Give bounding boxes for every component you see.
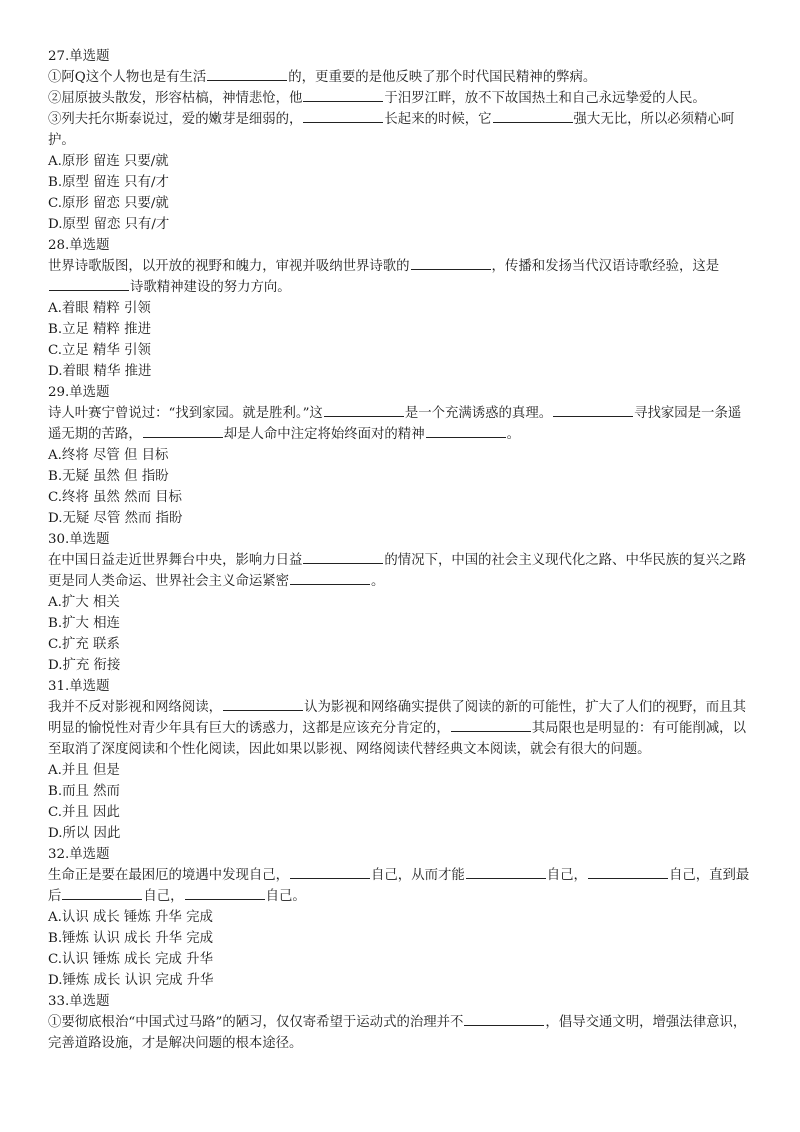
answer-option[interactable]: D.着眼 精华 推进 — [48, 364, 152, 379]
question-stem-line — [48, 697, 754, 760]
stem-text: 是一个充满诱惑的真理。 — [404, 406, 553, 421]
fill-in-blank[interactable] — [411, 268, 491, 270]
fill-in-blank[interactable] — [553, 415, 633, 417]
question-block — [48, 991, 754, 1054]
fill-in-blank[interactable] — [303, 121, 383, 123]
question-stem-line — [48, 67, 754, 88]
answer-option[interactable]: A.并且 但是 — [48, 763, 120, 778]
question-header: 27.单选题 — [48, 49, 110, 64]
answer-option[interactable]: C.扩充 联系 — [48, 637, 120, 652]
stem-text: 其局限也是明显的：有可能削减，以至取消了深度阅读和个性化阅读，因此如果以影视、网络阅读代替经典文本阅读，就会有很大的问题。 — [48, 721, 746, 757]
fill-in-blank[interactable] — [303, 100, 383, 102]
answer-option[interactable]: C.认识 锤炼 成长 完成 升华 — [48, 952, 213, 967]
question-header: 30.单选题 — [48, 532, 110, 547]
stem-text: 诗歌精神建设的努力方向。 — [130, 280, 291, 295]
question-stem-line — [48, 403, 754, 445]
fill-in-blank[interactable] — [588, 877, 668, 879]
fill-in-blank[interactable] — [464, 1024, 544, 1026]
question-block — [48, 676, 754, 844]
fill-in-blank[interactable] — [493, 121, 573, 123]
stem-text: ①阿Q这个人物也是有生活 — [48, 70, 207, 85]
answer-option[interactable]: B.无疑 虽然 但 指盼 — [48, 469, 169, 484]
stem-text: 于汨罗江畔，放不下故国热土和自己永远挚爱的人民。 — [384, 91, 706, 106]
stem-text: 自己， — [546, 868, 587, 883]
stem-text: 认为影视和网络确实提供了阅读的新的可能性，扩大了人们的视野，而且其明显的愉悦性对青少年具有巨大的诱惑力，这都是应该充分肯定的， — [48, 700, 746, 736]
stem-text: 的情况下，中国的社会主义现代化之路、中华民族的复兴之路更是同人类命运、世界社会主义命运紧密 — [48, 553, 746, 589]
fill-in-blank[interactable] — [185, 898, 265, 900]
answer-option[interactable]: B.立足 精粹 推进 — [48, 322, 151, 337]
stem-text: 世界诗歌版图，以开放的视野和魄力，审视并吸纳世界诗歌的 — [48, 259, 410, 274]
fill-in-blank[interactable] — [49, 289, 129, 291]
fill-in-blank[interactable] — [223, 709, 303, 711]
fill-in-blank[interactable] — [303, 562, 383, 564]
question-block — [48, 529, 754, 676]
stem-text: 寻找家园是一条遥遥无期的苦路， — [48, 406, 742, 442]
question-stem-line — [48, 88, 754, 109]
stem-text: 诗人叶赛宁曾说过：“找到家园。就是胜利。”这 — [48, 406, 323, 421]
stem-text: ，传播和发扬当代汉语诗歌经验，这是 — [491, 259, 720, 274]
question-stem-line — [48, 550, 754, 592]
question-stem-line — [48, 865, 754, 907]
fill-in-blank[interactable] — [207, 79, 287, 81]
fill-in-blank[interactable] — [62, 898, 142, 900]
stem-text: 在中国日益走近世界舞台中央，影响力日益 — [48, 553, 303, 568]
answer-option[interactable]: C.并且 因此 — [48, 805, 120, 820]
fill-in-blank[interactable] — [426, 436, 506, 438]
answer-option[interactable]: B.原型 留连 只有/才 — [48, 175, 169, 190]
stem-text: 生命正是要在最困厄的境遇中发现自己， — [48, 868, 290, 883]
question-block — [48, 382, 754, 529]
answer-option[interactable]: A.认识 成长 锤炼 升华 完成 — [48, 910, 213, 925]
answer-option[interactable]: D.无疑 尽管 然而 指盼 — [48, 511, 183, 526]
stem-text: 。 — [371, 574, 385, 589]
question-header: 31.单选题 — [48, 679, 110, 694]
stem-text: ①要彻底根治“中国式过马路”的陋习，仅仅寄希望于运动式的治理并不 — [48, 1015, 464, 1030]
stem-text: 却是人命中注定将始终面对的精神 — [223, 427, 425, 442]
answer-option[interactable]: D.原型 留恋 只有/才 — [48, 217, 170, 232]
fill-in-blank[interactable] — [324, 415, 404, 417]
answer-option[interactable]: C.终将 虽然 然而 目标 — [48, 490, 182, 505]
question-header: 32.单选题 — [48, 847, 110, 862]
question-stem-line — [48, 109, 754, 151]
question-block — [48, 235, 754, 382]
stem-text: 长起来的时候，它 — [384, 112, 492, 127]
fill-in-blank[interactable] — [451, 730, 531, 732]
answer-option[interactable]: B.锤炼 认识 成长 升华 完成 — [48, 931, 214, 946]
stem-text: 强大无比，所以必须精心呵护。 — [48, 112, 735, 148]
stem-text: ，倡导交通文明，增强法律意识，完善道路设施，才是解决问题的根本途径。 — [48, 1015, 747, 1051]
answer-option[interactable]: D.锤炼 成长 认识 完成 升华 — [48, 973, 214, 988]
answer-option[interactable]: A.原形 留连 只要/就 — [48, 154, 169, 169]
question-header: 29.单选题 — [48, 385, 110, 400]
answer-option[interactable]: C.原形 留恋 只要/就 — [48, 196, 169, 211]
fill-in-blank[interactable] — [466, 877, 546, 879]
question-block — [48, 46, 754, 235]
stem-text: 自己，直到最后 — [48, 868, 750, 904]
fill-in-blank[interactable] — [143, 436, 223, 438]
answer-option[interactable]: D.扩充 衔接 — [48, 658, 121, 673]
answer-option[interactable]: A.终将 尽管 但 目标 — [48, 448, 169, 463]
answer-option[interactable]: A.着眼 精粹 引领 — [48, 301, 151, 316]
stem-text: ③列夫托尔斯泰说过，爱的嫩芽是细弱的， — [48, 112, 303, 127]
stem-text: ②屈原披头散发，形容枯槁，神情悲怆，他 — [48, 91, 303, 106]
stem-text: 自己。 — [265, 889, 306, 904]
question-block — [48, 844, 754, 991]
stem-text: 。 — [506, 427, 520, 442]
stem-text: 自己， — [143, 889, 184, 904]
answer-option[interactable]: B.扩大 相连 — [48, 616, 120, 631]
answer-option[interactable]: A.扩大 相关 — [48, 595, 120, 610]
answer-option[interactable]: B.而且 然而 — [48, 784, 120, 799]
answer-option[interactable]: C.立足 精华 引领 — [48, 343, 151, 358]
question-stem-line — [48, 1012, 754, 1054]
stem-text: 的，更重要的是他反映了那个时代国民精神的弊病。 — [288, 70, 597, 85]
question-page — [48, 46, 754, 1054]
question-header: 33.单选题 — [48, 994, 110, 1009]
answer-option[interactable]: D.所以 因此 — [48, 826, 121, 841]
stem-text: 自己，从而才能 — [371, 868, 465, 883]
stem-text: 我并不反对影视和网络阅读， — [48, 700, 223, 715]
question-stem-line — [48, 256, 754, 298]
fill-in-blank[interactable] — [290, 877, 370, 879]
fill-in-blank[interactable] — [290, 583, 370, 585]
question-header: 28.单选题 — [48, 238, 110, 253]
